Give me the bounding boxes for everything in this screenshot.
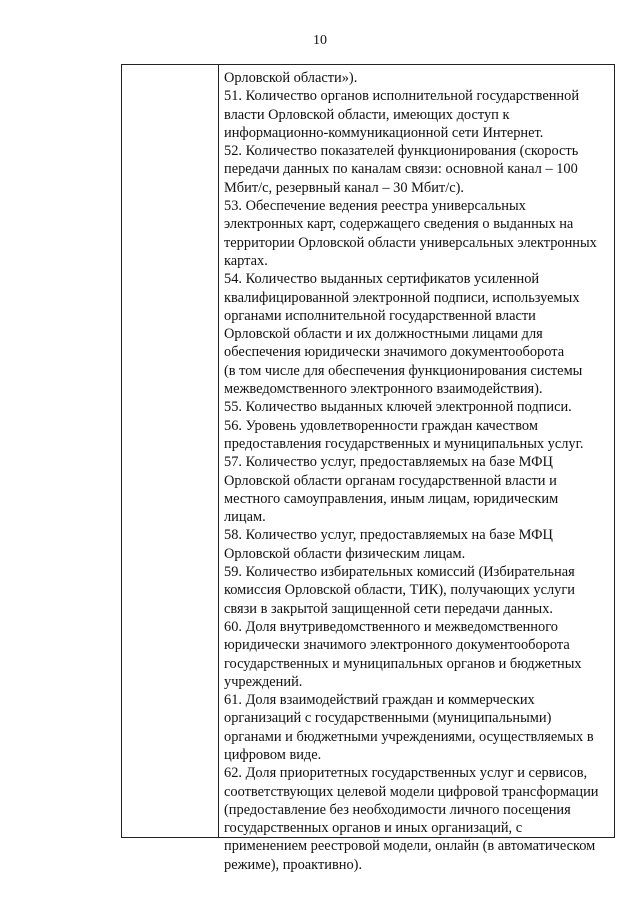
text-line: соответствующих целевой модели цифровой трансформации xyxy=(224,783,599,800)
text-line: информационно-коммуникационной сети Интернет. xyxy=(224,124,544,141)
text-line: учреждений. xyxy=(224,673,303,690)
text-line: 58. Количество услуг, предоставляемых на базе МФЦ xyxy=(224,527,553,544)
text-line: предоставления государственных и муниципальных услуг. xyxy=(224,435,584,452)
text-line: 51. Количество органов исполнительной государственной xyxy=(224,88,580,105)
text-line: юридически значимого электронного документооборота xyxy=(224,637,570,654)
text-line: связи в закрытой защищенной сети передачи данных. xyxy=(224,600,553,617)
text-line: цифровом виде. xyxy=(224,746,322,763)
text-line: квалифицированной электронной подписи, используемых xyxy=(224,289,580,306)
text-line: передачи данных по каналам связи: основной канал – 100 xyxy=(224,161,578,178)
text-line: государственных и муниципальных органов и бюджетных xyxy=(224,655,582,672)
text-line: (в том числе для обеспечения функционирования системы xyxy=(224,362,583,379)
indicator-table xyxy=(121,64,615,873)
text-line: 57. Количество услуг, предоставляемых на базе МФЦ xyxy=(224,454,553,471)
text-line: режиме), проактивно). xyxy=(224,856,363,873)
text-line: электронных карт, содержащего сведения о выданных на xyxy=(224,216,574,233)
text-line: Орловской области и их должностными лицами для xyxy=(224,326,543,343)
text-line: органами и бюджетными учреждениями, осуществляемых в xyxy=(224,728,594,745)
text-line: власти Орловской области, имеющих доступ к xyxy=(224,106,510,123)
text-line: применением реестровой модели, онлайн (в автоматическом xyxy=(224,838,596,855)
page-number: 10 xyxy=(313,33,327,48)
text-line: территории Орловской области универсальных электронных xyxy=(224,234,597,251)
text-line: 56. Уровень удовлетворенности граждан качеством xyxy=(224,417,538,434)
text-line: 52. Количество показателей функционирования (скорость xyxy=(224,143,579,160)
table-right-column xyxy=(219,65,614,873)
text-line: 59. Количество избирательных комиссий (Избирательная xyxy=(224,564,575,581)
text-line: 53. Обеспечение ведения реестра универсальных xyxy=(224,198,526,215)
text-line: Орловской области»). xyxy=(224,70,358,86)
text-line: местного самоуправления, иным лицам, юридическим xyxy=(224,490,559,507)
text-line: межведомственного электронного взаимодействия). xyxy=(224,381,543,398)
text-line: организаций с государственными (муниципальными) xyxy=(224,710,552,727)
text-line: картах. xyxy=(224,252,268,269)
text-line: 55. Количество выданных ключей электронной подписи. xyxy=(224,399,572,416)
text-line: 62. Доля приоритетных государственных услуг и сервисов, xyxy=(224,765,588,782)
text-line: государственных органов и иных организаций, с xyxy=(224,820,523,837)
table-left-column xyxy=(122,65,219,837)
text-line: Орловской области физическим лицам. xyxy=(224,545,466,562)
text-line: комиссия Орловской области, ТИК), получающих услуги xyxy=(224,582,575,599)
text-line: обеспечения юридически значимого документооборота xyxy=(224,344,565,361)
text-line: Мбит/с, резервный канал – 30 Мбит/с). xyxy=(224,179,464,196)
text-line: 60. Доля внутриведомственного и межведомственного xyxy=(224,618,558,635)
text-line: лицам. xyxy=(224,509,266,526)
text-line: (предоставление без необходимости личного посещения xyxy=(224,801,571,818)
text-line: 54. Количество выданных сертификатов усиленной xyxy=(224,271,540,288)
text-line: 61. Доля взаимодействий граждан и коммерческих xyxy=(224,692,535,709)
text-line: Орловской области органам государственной власти и xyxy=(224,472,557,489)
text-line: органами исполнительной государственной власти xyxy=(224,307,536,324)
